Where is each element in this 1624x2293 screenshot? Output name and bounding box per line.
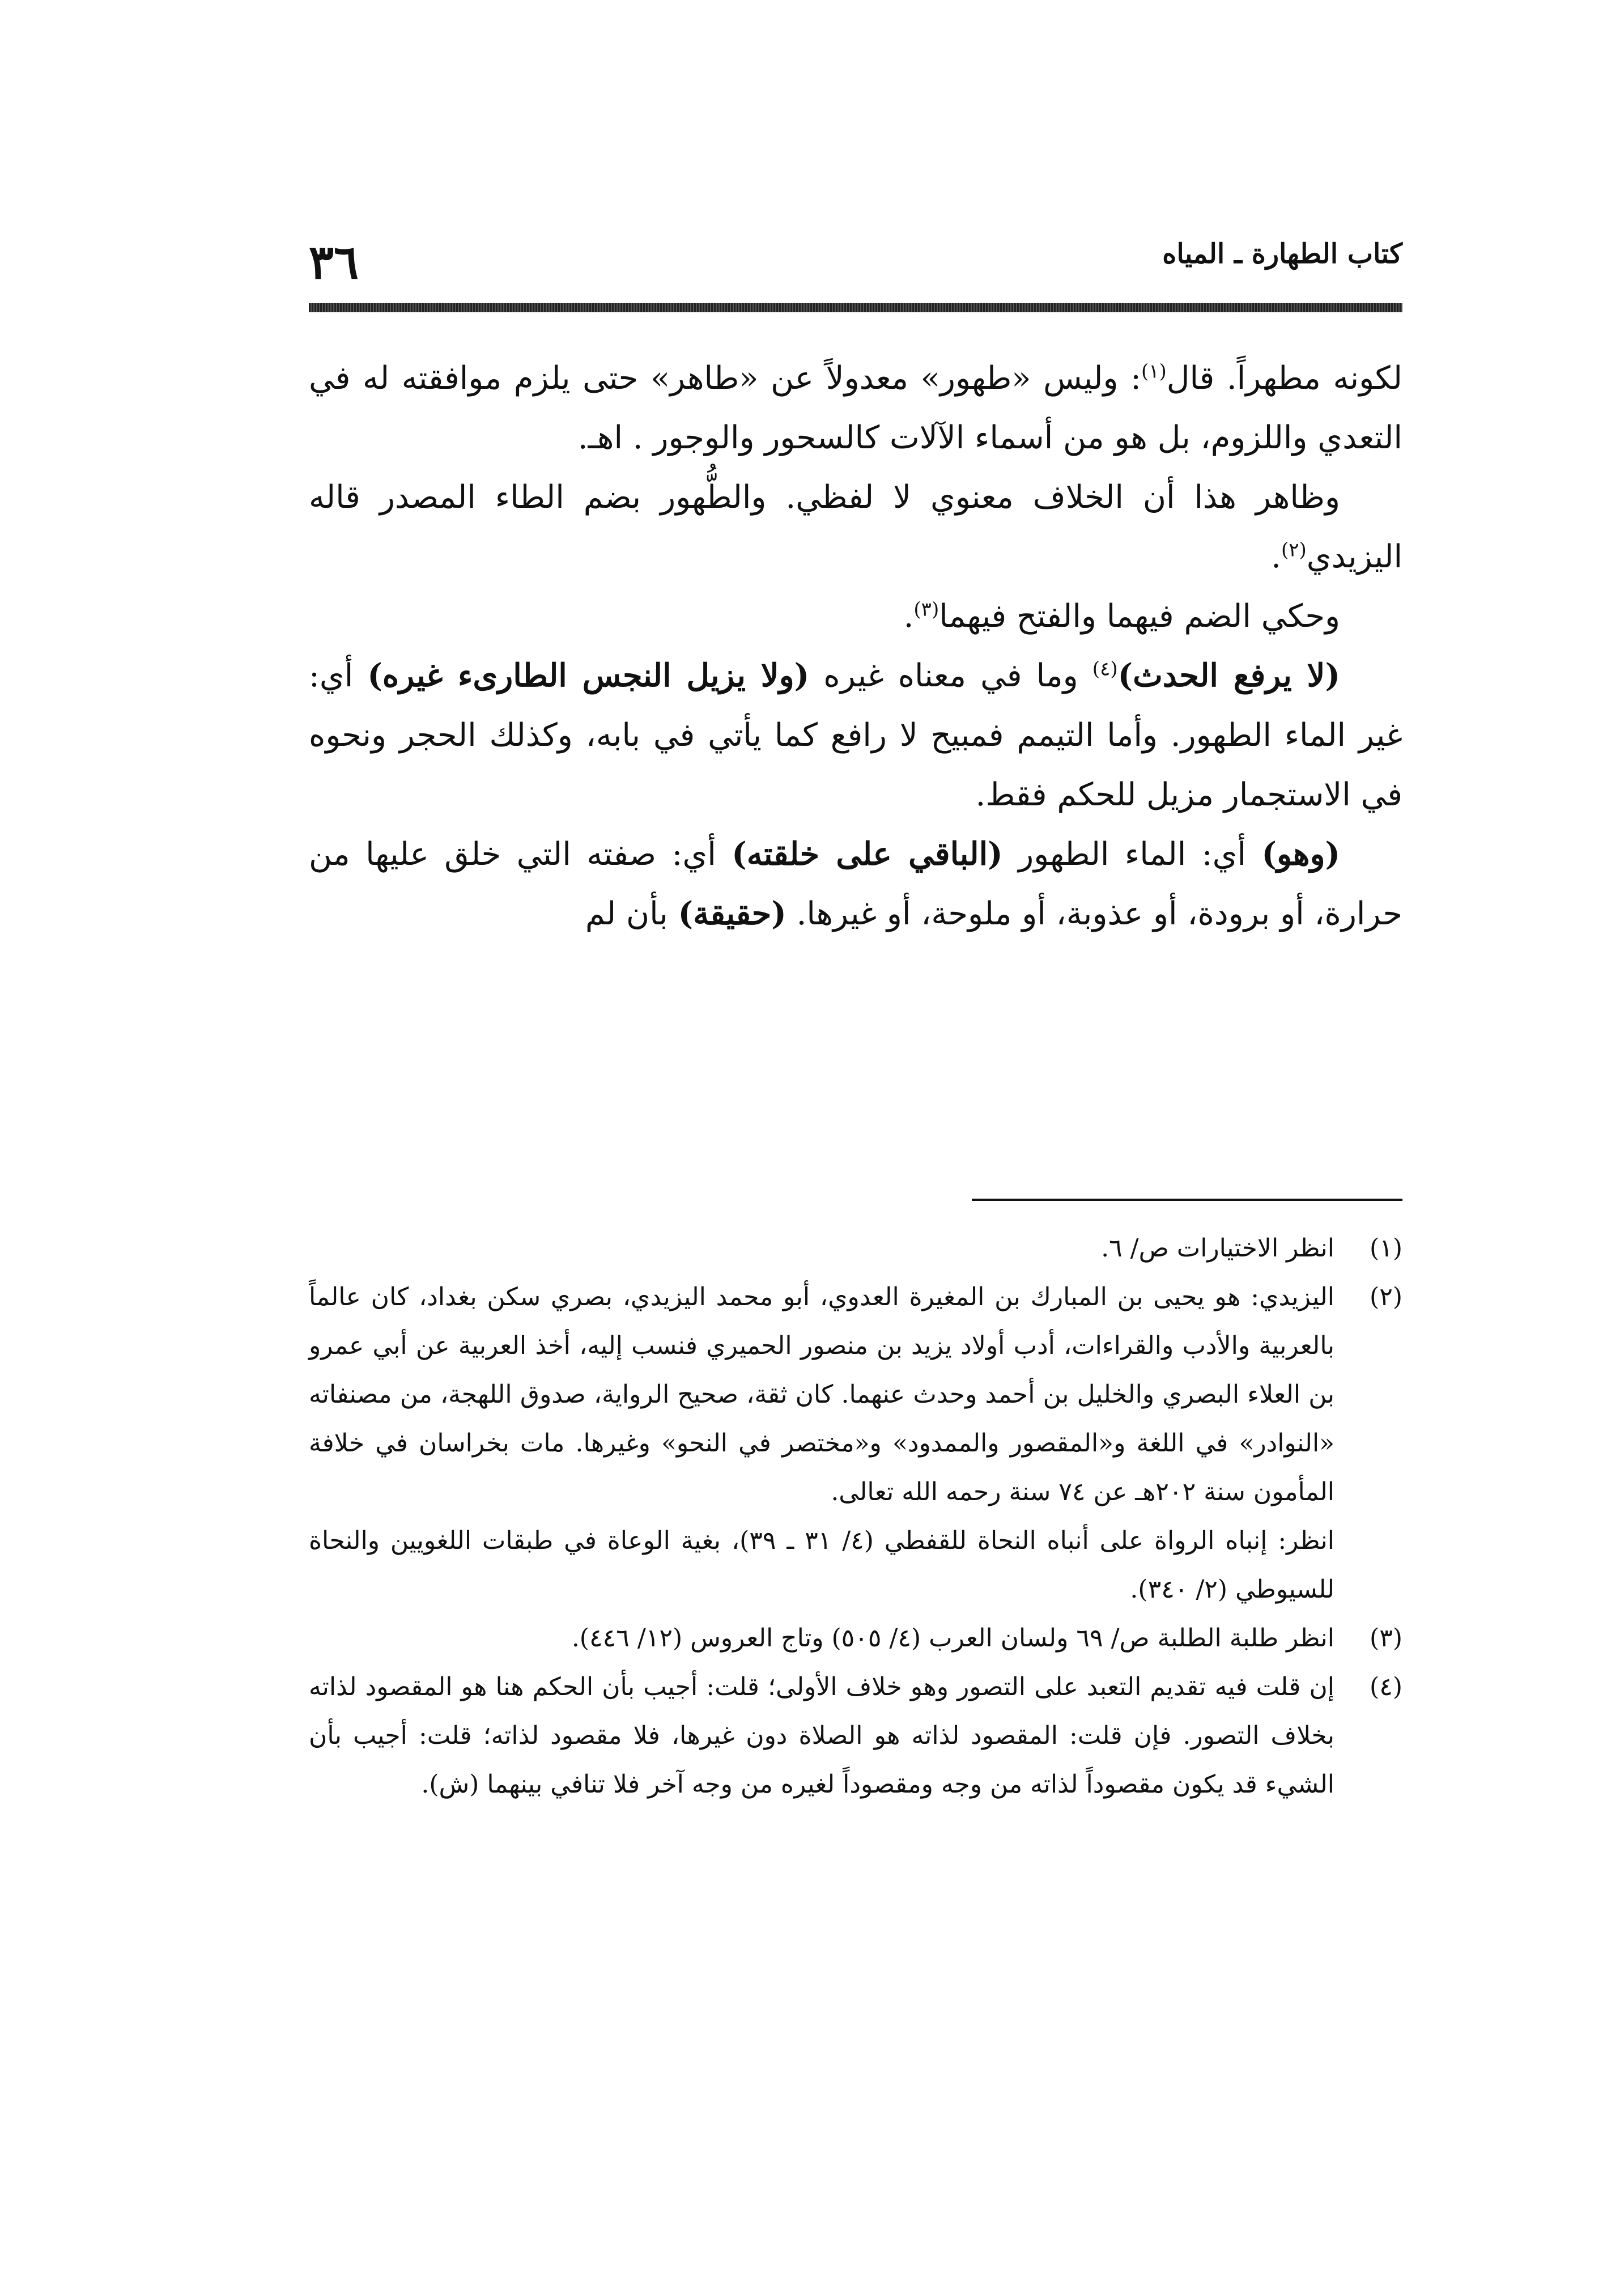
footnote-ref-3: (٣) [913, 598, 939, 621]
footnote-separator [972, 1199, 1402, 1201]
paragraph-1 [309, 349, 1402, 468]
footnote-body [309, 1614, 1334, 1663]
footnote-ref-2: (٢) [1281, 538, 1307, 562]
paragraph-5-text-d: أي: صفته التي خلق عليها من حرارة، أو برودة، أو عذوبة، أو ملوحة، أو غيرها. [309, 836, 1402, 932]
paragraph-2 [309, 468, 1402, 587]
footnote-body [309, 1273, 1334, 1614]
matn-phrase-5: (حقيقة) [678, 895, 787, 932]
paragraph-3 [309, 587, 1402, 646]
header-rule [309, 303, 1402, 312]
paragraph-4-text-d: أي: غير الماء الطهور. وأما التيمم فمبيح لا رافع كما يأتي في بابه، وكذلك الحجر ونحوه في الاستجمار مزيل للحكم فقط. [309, 657, 1402, 813]
footnote-number: (٣) [1370, 1624, 1402, 1653]
main-text [309, 349, 1402, 944]
matn-phrase-4: (الباقي على خلقته) [732, 835, 1003, 873]
paragraph-1-text-a: لكونه مطهراً. قال [1166, 360, 1402, 397]
footnote-text: اليزيدي: هو يحيى بن المبارك بن المغيرة العدوي، أبو محمد اليزيدي، بصري سكن بغداد، كان عالماً بالعربية والأدب والقراءات، أدب أولاد يزيد بن منصور الحميري فنسب إليه، أخذ العربية عن أبي عمرو بن العلاء البصري والخليل بن أحمد وحدث عنهما. كان ثقة، صحيح الرواية، صدوق اللهجة، من مصنفاته «النوادر» في اللغة و«المقصور والممدود» و«مختصر في النحو» وغيرها. مات بخراسان في خلافة المأمون سنة ٢٠٢هـ عن ٧٤ سنة رحمه الله تعالى. [309, 1283, 1334, 1506]
paragraph-1-text-b: : وليس «طهور» معدولاً عن «طاهر» حتى يلزم موافقته له في التعدي واللزوم، بل هو من أسماء الآلات كالسحور والوجور . اهـ. [309, 360, 1402, 456]
matn-phrase-1: (لا يرفع الحدث) [1117, 657, 1340, 694]
footnote-text: انظر الاختيارات ص/ ٦. [1101, 1234, 1334, 1263]
footnote-number: (١) [1370, 1234, 1402, 1263]
footnote-item [309, 1273, 1402, 1614]
paragraph-5 [309, 825, 1402, 944]
footnote-number: (٢) [1370, 1283, 1402, 1311]
footnote-item [309, 1614, 1402, 1663]
footnote-body [309, 1663, 1334, 1809]
page-header [309, 235, 1402, 298]
matn-phrase-3: (وهو) [1261, 835, 1340, 873]
footnote-item [309, 1663, 1402, 1809]
footnotes [309, 1224, 1402, 1809]
footnote-ref-1: (١) [1141, 360, 1167, 383]
footnote-number: (٤) [1370, 1672, 1402, 1701]
paragraph-2-text-a: وظاهر هذا أن الخلاف معنوي لا لفظي. والطُّهور بضم الطاء المصدر قاله اليزيدي [309, 479, 1402, 575]
footnote-body [309, 1224, 1334, 1273]
paragraph-3-text-b: . [903, 598, 914, 635]
paragraph-4-text-b: وما في معناه غيره [809, 657, 1092, 694]
running-title: كتاب الطهارة ـ المياه [1162, 238, 1402, 270]
paragraph-4 [309, 646, 1402, 825]
footnote-text-sources: انظر: إنباه الرواة على أنباه النحاة للقفطي (٤/ ٣١ ـ ٣٩)، بغية الوعاة في طبقات اللغويين والنحاة للسيوطي (٢/ ٣٤٠). [309, 1526, 1334, 1604]
footnote-text: انظر طلبة الطلبة ص/ ٦٩ ولسان العرب (٤/ ٥٠٥) وتاج العروس (١٢/ ٤٤٦). [571, 1624, 1334, 1653]
paragraph-5-text-b: أي: الماء الطهور [1002, 836, 1262, 873]
footnote-text: إن قلت فيه تقديم التعبد على التصور وهو خلاف الأولى؛ قلت: أجيب بأن الحكم هنا هو المقصود لذاته بخلاف التصور. فإن قلت: المقصود لذاته هو الصلاة دون غيرها، فلا مقصود لذاته؛ قلت: أجيب بأن الشيء قد يكون مقصوداً لذاته من وجه ومقصوداً لغيره من وجه آخر فلا تنافي بينهما (ش). [309, 1672, 1334, 1799]
paragraph-5-text-f: بأن لم [585, 895, 678, 932]
page-number: ٣٦ [309, 235, 359, 290]
footnote-ref-4: (٤) [1092, 657, 1118, 681]
matn-phrase-2: (ولا يزيل النجس الطارىء غيره) [367, 657, 810, 694]
paragraph-2-text-b: . [1271, 538, 1281, 575]
footnote-item [309, 1224, 1402, 1273]
paragraph-3-text-a: وحكي الضم فيهما والفتح فيهما [939, 598, 1340, 635]
